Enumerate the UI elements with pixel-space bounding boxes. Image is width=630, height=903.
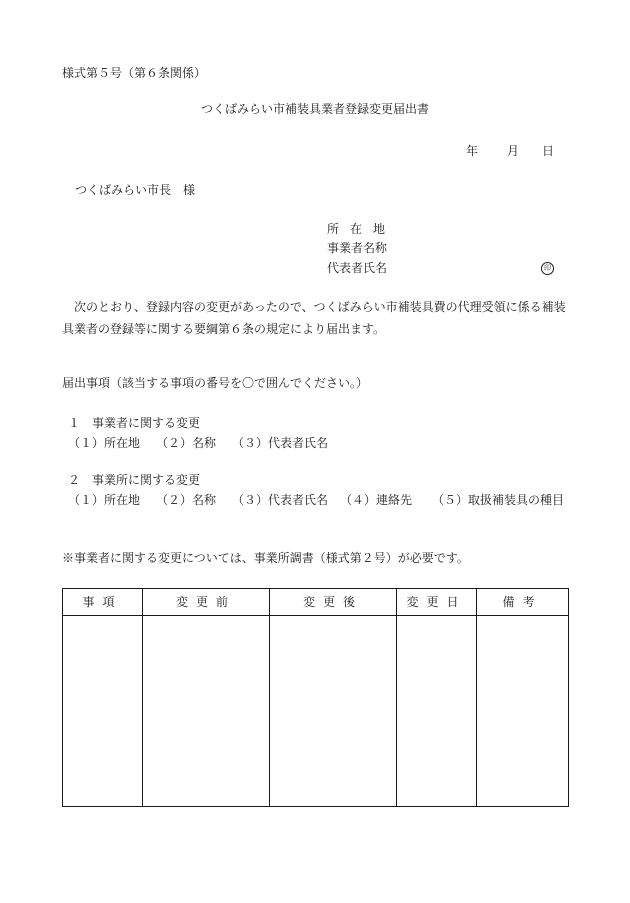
section-1-item: （１）所在地 bbox=[68, 436, 141, 450]
table-row bbox=[63, 616, 569, 807]
table-header-change-date: 変更日 bbox=[397, 589, 477, 616]
date-day-label: 日 bbox=[542, 144, 555, 158]
table-header-remarks: 備考 bbox=[477, 589, 569, 616]
date-month-label: 月 bbox=[507, 144, 520, 158]
notice-heading: 届出事項（該当する事項の番号を〇で囲んでください。） bbox=[62, 376, 369, 390]
document-title: つくばみらい市補装具業者登録変更届出書 bbox=[200, 102, 429, 116]
section-1-item: （３）代表者氏名 bbox=[232, 436, 329, 450]
table-cell-change-date[interactable] bbox=[397, 616, 477, 807]
date-year-label: 年 bbox=[466, 144, 479, 158]
section-2-item: （１）所在地 bbox=[68, 493, 141, 507]
section-1-item: （２）名称 bbox=[156, 436, 217, 450]
body-text: 次のとおり、登録内容の変更があったので、つくばみらい市補装具費の代理受領に係る補装具業者の登録等に関する要綱第６条の規定により届出ます。 bbox=[62, 300, 566, 336]
applicant-representative-label: 代表者氏名 bbox=[327, 261, 388, 275]
changes-table bbox=[62, 588, 569, 807]
table-header-row bbox=[63, 589, 569, 616]
section-1-title: １ 事業者に関する変更 bbox=[68, 416, 201, 430]
applicant-business-name-label: 事業者名称 bbox=[327, 241, 388, 255]
section-2-item: （３）代表者氏名 bbox=[232, 493, 329, 507]
seal-mark: 印 bbox=[541, 262, 554, 275]
applicant-address-label: 所在地 bbox=[327, 222, 397, 236]
section-2-title: ２ 事業所に関する変更 bbox=[68, 473, 201, 487]
table-cell-after[interactable] bbox=[270, 616, 397, 807]
table-header-after: 変更後 bbox=[270, 589, 397, 616]
section-1-items bbox=[68, 437, 328, 449]
form-number: 様式第５号（第６条関係） bbox=[62, 66, 207, 80]
table-header-before: 変更前 bbox=[143, 589, 270, 616]
section-2-item: （４）連絡先 bbox=[340, 493, 413, 507]
table-cell-remarks[interactable] bbox=[477, 616, 569, 807]
note-text: ※事業者に関する変更については、事業所調書（様式第２号）が必要です。 bbox=[62, 551, 469, 565]
section-2-item: （２）名称 bbox=[156, 493, 217, 507]
table-header-item: 事項 bbox=[63, 589, 143, 616]
table-cell-item[interactable] bbox=[63, 616, 143, 807]
section-2-items bbox=[68, 494, 564, 506]
table-cell-before[interactable] bbox=[143, 616, 270, 807]
addressee: つくばみらい市長 様 bbox=[75, 183, 196, 197]
section-2-item: （５）取扱補装具の種目 bbox=[432, 493, 565, 507]
